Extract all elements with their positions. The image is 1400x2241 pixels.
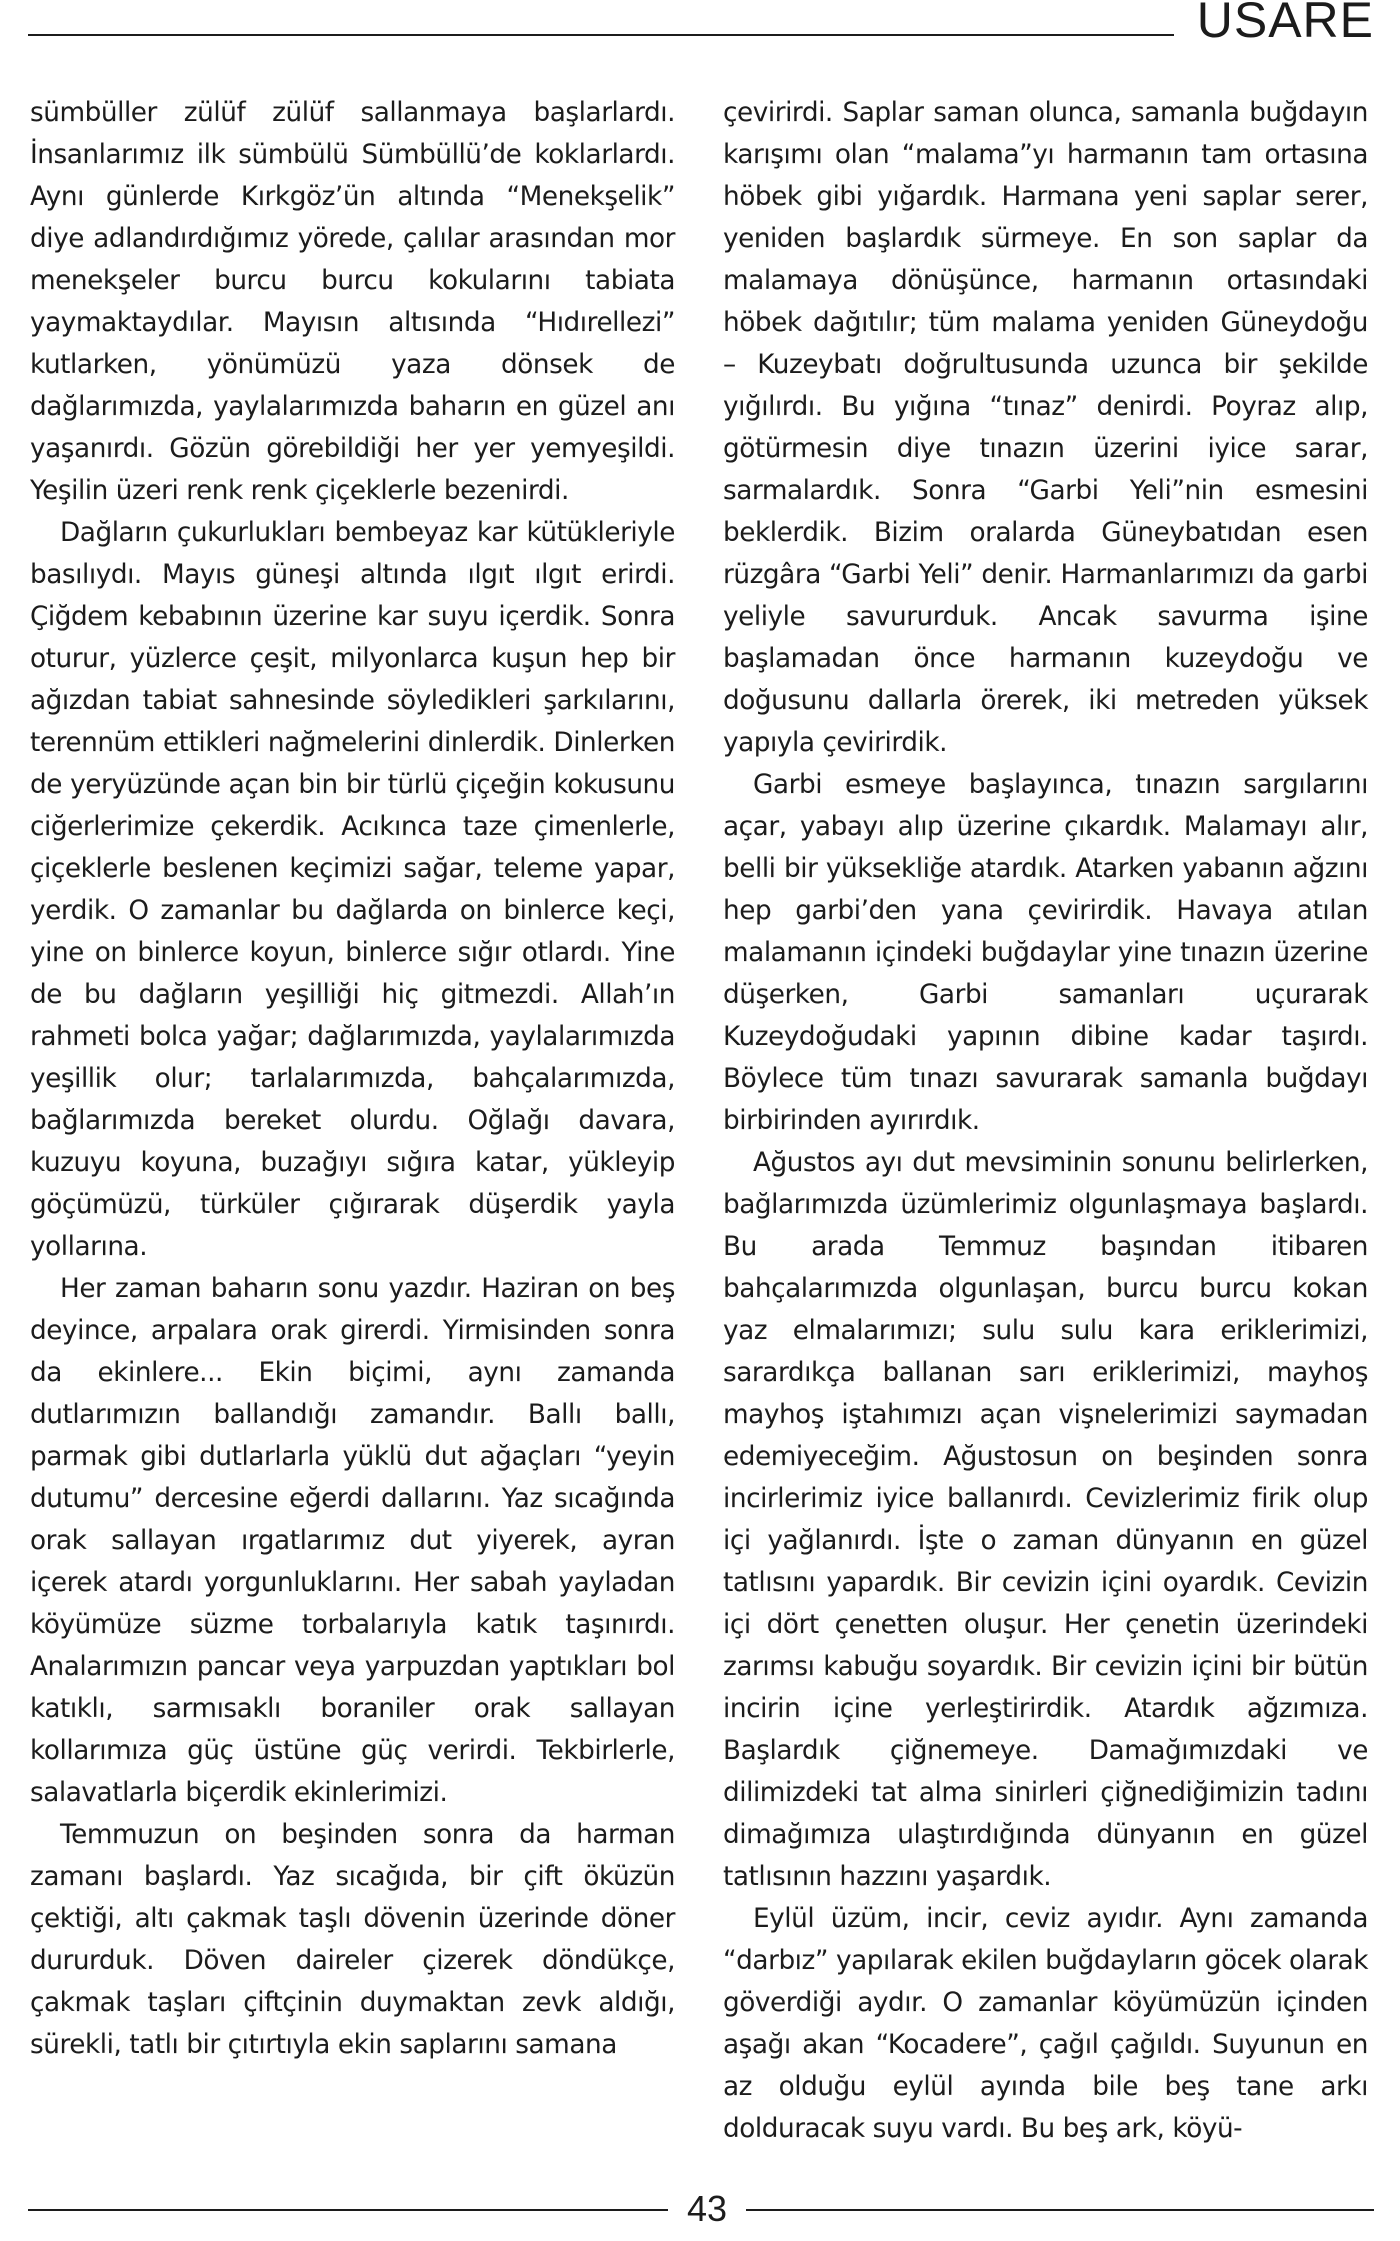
magazine-title: USARE [1196,0,1374,48]
paragraph: Temmuzun on beşinden sonra da harman zamanı başlardı. Yaz sıcağıda, bir çift öküzün çektiği, altı çakmak taşlı dövenin üzerinde döner dururduk. Döven daireler çizerek döndükçe, çakmak taşları çiftçinin duymaktan zevk aldığı, sürekli, tatlı bir çıtırtıyla ekin saplarını samana [30,1820,675,2060]
page-number: 43 [686,2188,728,2229]
page-footer [28,2188,1374,2228]
footer-rule-left [28,2209,668,2211]
paragraph: Garbi esmeye başlayınca, tınazın sargılarını açar, yabayı alıp üzerine çıkardık. Malamayı alır, belli bir yüksekliğe atardık. Atarken yabanın ağzını hep garbi’den yana çevirirdik. Havaya atılan malamanın içindeki buğdaylar yine tınazın üzerine düşerken, Garbi samanları uçurarak Kuzeydoğudaki yapının dibine kadar taşırdı. Böylece tüm tınazı savurarak samanla buğdayı birbirinden ayırırdık. [723,770,1368,1136]
paragraph: Eylül üzüm, incir, ceviz ayıdır. Aynı zamanda “darbız” yapılarak ekilen buğdayların göcek olarak göverdiği aydır. O zamanlar köyümüzün içinden aşağı akan “Kocadere”, çağıl çağıldı. Suyunun en az olduğu eylül ayında bile beş tane arkı dolduracak suyu vardı. Bu beş ark, köyü- [723,1904,1369,2144]
footer-rule-right [746,2209,1374,2211]
paragraph: çevirirdi. Saplar saman olunca, samanla buğdayın karışımı olan “malama”yı harmanın tam ortasına höbek gibi yığardık. Harmana yeni saplar serer, yeniden başlardık sürmeye. En son saplar da malamaya dönüşünce, harmanın ortasındaki höbek dağıtılır; tüm malama yeniden Güneydoğu – Kuzeybatı doğrultusunda uzunca bir şekilde yığılırdı. Bu yığına “tınaz” denirdi. Poyraz alıp, götürmesin diye tınazın üzerini iyice sarar, sarmalardık. Sonra “Garbi Yeli”nin esmesini beklerdik. Bizim oralarda Güneybatıdan esen rüzgâra “Garbi Yeli” denir. Harmanlarımızı da garbi yeliyle savururduk. Ancak savurma işine başlamadan önce harmanın kuzeydoğu ve doğusunu dallarla örerek, iki metreden yüksek yapıyla çevirirdik. [723,98,1368,758]
paragraph: Ağustos ayı dut mevsiminin sonunu belirlerken, bağlarımızda üzümlerimiz olgunlaşmaya başlardı. Bu arada Temmuz başından itibaren bahçalarımızda olgunlaşan, burcu burcu kokan yaz elmalarımızı; sulu sulu kara eriklerimizi, sarardıkça ballanan sarı eriklerimizi, mayhoş mayhoş iştahımızı açan vişnelerimizi saymadan edemiyeceğim. Ağustosun on beşinden sonra incirlerimiz iyice ballanırdı. Cevizlerimiz firik olup içi yağlanırdı. İşte o zaman dünyanın en güzel tatlısını yapardık. Bir cevizin içini oyardık. Cevizin içi dört çenetten oluşur. Her çenetin üzerindeki zarımsı kabuğu soyardık. Bir cevizin içini bir bütün incirin içine yerleştirirdik. Atardık ağzımıza. Başlardık çiğnemeye. Damağımızdaki ve dilimizdeki tat alma sinirleri çiğnediğimizin tadını dimağımıza ulaştırdığında dünyanın en güzel tatlısının hazzını yaşardık. [723,1148,1368,1892]
page-header [28,0,1374,50]
paragraph: Her zaman baharın sonu yazdır. Haziran on beş deyince, arpalara orak girerdi. Yirmisinden sonra da ekinlere... Ekin biçimi, aynı zamanda dutlarımızın ballandığı zamandır. Ballı ballı, parmak gibi dutlarlarla yüklü dut ağaçları “yeyin dutumu” dercesine eğerdi dallarını. Yaz sıcağında orak sallayan ırgatlarımız dut yiyerek, ayran içerek atardı yorgunluklarını. Her sabah yayladan köyümüze süzme torbalarıyla katık taşınırdı. Analarımızın pancar veya yarpuzdan yaptıkları bol katıklı, sarmısaklı boraniler orak sallayan kollarımıza güç üstüne güç verirdi. Tekbirlerle, salavatlarla biçerdik ekinlerimizi. [30,1274,675,1808]
right-column [723,92,1368,2150]
paragraph: sümbüller zülüf zülüf sallanmaya başlarlardı. İnsanlarımız ilk sümbülü Sümbüllü’de koklarlardı. Aynı günlerde Kırkgöz’ün altında “Menekşelik” diye adlandırdığımız yörede, çalılar arasından mor menekşeler burcu burcu kokularını tabiata yaymaktaydılar. Mayısın altısında “Hıdırellezi” kutlarken, yönümüzü yaza dönsek de dağlarımızda, yaylalarımızda baharın en güzel anı yaşanırdı. Gözün görebildiği her yer yemyeşildi. Yeşilin üzeri renk renk çiçeklerle bezenirdi. [30,98,675,506]
paragraph: Dağların çukurlukları bembeyaz kar kütükleriyle basılıydı. Mayıs güneşi altında ılgıt ılgıt erirdi. Çiğdem kebabının üzerine kar suyu içerdik. Sonra oturur, yüzlerce çeşit, milyonlarca kuşun hep bir ağızdan tabiat sahnesinde söyledikleri şarkılarını, terennüm ettikleri nağmelerini dinlerdik. Dinlerken de yeryüzünde açan bin bir türlü çiçeğin kokusunu ciğerlerimize çekerdik. Acıkınca taze çimenlerle, çiçeklerle beslenen keçimizi sağar, teleme yapar, yerdik. O zamanlar bu dağlarda on binlerce keçi, yine on binlerce koyun, binlerce sığır otlardı. Yine de bu dağların yeşilliği hiç gitmezdi. Allah’ın rahmeti bolca yağar; dağlarımızda, yaylalarımızda yeşillik olur; tarlalarımızda, bahçalarımızda, bağlarımızda bereket olurdu. Oğlağı davara, kuzuyu koyuna, buzağıyı sığıra katar, yükleyip göçümüzü, türküler çığırarak düşerdik yayla yollarına. [30,518,675,1262]
header-rule [28,34,1174,36]
left-column [30,92,675,2066]
